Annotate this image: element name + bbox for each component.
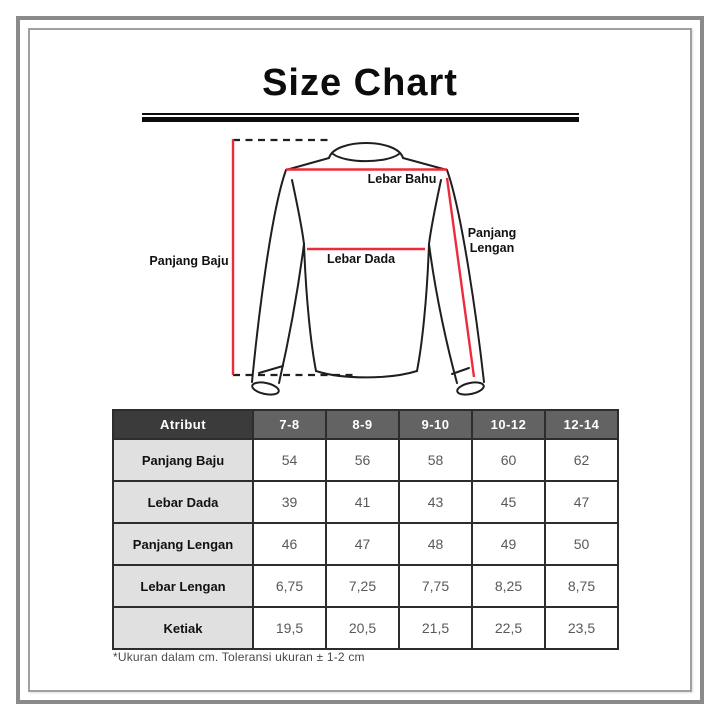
size-value: 39 (253, 481, 326, 523)
body-right-seam (417, 244, 429, 371)
size-value: 8,75 (545, 565, 618, 607)
body-hem (316, 371, 417, 377)
right-sleeve-inner (429, 244, 457, 383)
size-value: 7,25 (326, 565, 399, 607)
left-cuff-seam (259, 366, 283, 373)
size-table-body (113, 439, 618, 649)
size-footnote: *Ukuran dalam cm. Toleransi ukuran ± 1-2 cm (113, 650, 365, 664)
table-row (113, 565, 618, 607)
table-row (113, 439, 618, 481)
size-column-header: 8-9 (326, 410, 399, 439)
size-value: 54 (253, 439, 326, 481)
page-title: Size Chart (262, 62, 458, 104)
left-armhole-seam (292, 180, 304, 244)
size-value: 7,75 (399, 565, 472, 607)
size-value: 47 (545, 481, 618, 523)
attribute-label: Panjang Baju (113, 439, 253, 481)
size-value: 21,5 (399, 607, 472, 649)
attribute-label: Panjang Lengan (113, 523, 253, 565)
size-value: 62 (545, 439, 618, 481)
size-value: 58 (399, 439, 472, 481)
size-value: 8,25 (472, 565, 545, 607)
size-value: 50 (545, 523, 618, 565)
attribute-label: Lebar Dada (113, 481, 253, 523)
size-value: 48 (399, 523, 472, 565)
size-value: 6,75 (253, 565, 326, 607)
label-panjang-baju: Panjang Baju (149, 254, 229, 268)
left-shoulder-line (286, 158, 329, 170)
right-shoulder-line (403, 158, 447, 170)
label-lebar-bahu: Lebar Bahu (367, 172, 437, 186)
size-value: 23,5 (545, 607, 618, 649)
table-row (113, 481, 618, 523)
size-table (112, 409, 619, 650)
size-value: 60 (472, 439, 545, 481)
size-value: 47 (326, 523, 399, 565)
size-value: 19,5 (253, 607, 326, 649)
size-column-header: 12-14 (545, 410, 618, 439)
collar-inner-arc (333, 154, 399, 161)
size-column-header: 7-8 (253, 410, 326, 439)
table-row (113, 607, 618, 649)
attribute-label: Ketiak (113, 607, 253, 649)
size-column-header: 10-12 (472, 410, 545, 439)
label-panjang-lengan: Panjang Lengan (467, 226, 517, 255)
left-sleeve-outer (252, 170, 286, 382)
size-value: 22,5 (472, 607, 545, 649)
size-value: 43 (399, 481, 472, 523)
size-value: 20,5 (326, 607, 399, 649)
size-value: 46 (253, 523, 326, 565)
size-value: 45 (472, 481, 545, 523)
table-row (113, 523, 618, 565)
label-lebar-dada: Lebar Dada (326, 252, 396, 266)
left-sleeve-inner (279, 244, 304, 383)
size-value: 49 (472, 523, 545, 565)
header-row (113, 410, 618, 439)
size-column-header: 9-10 (399, 410, 472, 439)
right-cuff (456, 380, 485, 396)
left-cuff (251, 380, 280, 396)
size-value: 56 (326, 439, 399, 481)
collar-outer-arc (329, 143, 403, 158)
right-sleeve-outer (447, 170, 484, 382)
attribute-column-header: Atribut (113, 410, 253, 439)
attribute-label: Lebar Lengan (113, 565, 253, 607)
right-armhole-seam (429, 180, 441, 244)
size-value: 41 (326, 481, 399, 523)
